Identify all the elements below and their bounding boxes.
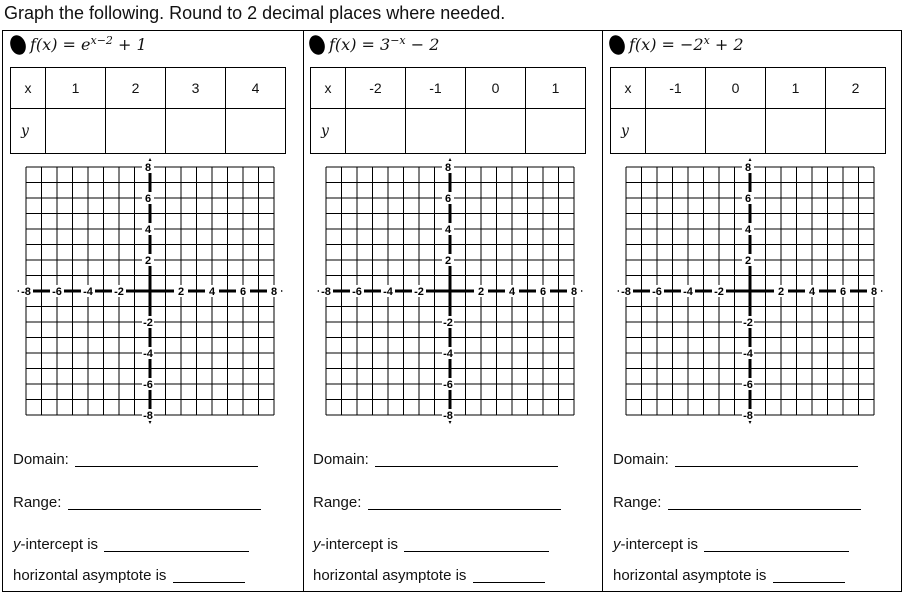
function-label-2: [329, 34, 439, 54]
x-header: x: [311, 68, 346, 109]
y-intercept-field[interactable]: [613, 536, 849, 553]
y-answer-cell[interactable]: [406, 109, 466, 154]
y-tick-label: -6: [743, 379, 753, 391]
y-tick-label: -4: [743, 348, 753, 360]
x-tick-label: 6: [839, 286, 847, 298]
function-label-1: [30, 34, 147, 54]
x-header: x: [11, 68, 46, 109]
range-field[interactable]: [313, 494, 561, 511]
x-tick-label: 2: [777, 286, 785, 298]
y-tick-label: 6: [144, 193, 152, 205]
x-tick-label: 4: [208, 286, 216, 298]
x-tick-label: -6: [52, 286, 62, 298]
instructions: Graph the following. Round to 2 decimal places where needed.: [4, 3, 506, 23]
range-field[interactable]: [613, 494, 861, 511]
x-header: x: [611, 68, 646, 109]
y-intercept-label: -intercept is: [320, 536, 399, 553]
domain-field[interactable]: [613, 451, 858, 468]
x-value: 0: [466, 68, 526, 109]
function-suffix: + 1: [112, 35, 147, 54]
y-tick-label: -6: [143, 379, 153, 391]
range-field[interactable]: [13, 494, 261, 511]
y-tick-label: -6: [443, 379, 453, 391]
range-label: Range:: [613, 494, 662, 511]
x-tick-label: -4: [683, 286, 693, 298]
y-header: y: [611, 109, 646, 154]
y-answer-cell[interactable]: [766, 109, 826, 154]
asymptote-label: horizontal asymptote is: [613, 567, 767, 584]
y-tick-label: -4: [443, 348, 453, 360]
y-tick-label: 2: [144, 255, 152, 267]
function-exponent: x: [703, 34, 710, 47]
asymptote-field[interactable]: [313, 567, 545, 584]
x-value: 0: [706, 68, 766, 109]
x-tick-label: 4: [808, 286, 816, 298]
x-value: 2: [106, 68, 166, 109]
y-tick-label: -8: [143, 410, 153, 422]
domain-label: Domain:: [13, 451, 69, 468]
y-answer-cell[interactable]: [346, 109, 406, 154]
y-intercept-var: y: [313, 536, 321, 553]
y-tick-label: 8: [744, 162, 752, 174]
function-exponent: x−2: [90, 34, 113, 47]
domain-label: Domain:: [313, 451, 369, 468]
x-tick-label: 2: [477, 286, 485, 298]
y-intercept-label: -intercept is: [20, 536, 99, 553]
coordinate-grid-1[interactable]: [16, 157, 276, 427]
y-intercept-field[interactable]: [313, 536, 549, 553]
domain-field[interactable]: [13, 451, 258, 468]
x-tick-label: 4: [508, 286, 516, 298]
y-answer-cell[interactable]: [166, 109, 226, 154]
x-tick-label: 6: [539, 286, 547, 298]
range-label: Range:: [13, 494, 62, 511]
function-label-3: [629, 34, 744, 54]
coordinate-grid-3[interactable]: [616, 157, 876, 427]
y-tick-label: 6: [444, 193, 452, 205]
function-base: f(x) = −2: [629, 35, 704, 54]
asymptote-field[interactable]: [613, 567, 845, 584]
x-value: 1: [526, 68, 586, 109]
x-tick-label: -6: [352, 286, 362, 298]
y-tick-label: -8: [443, 410, 453, 422]
y-answer-cell[interactable]: [46, 109, 106, 154]
x-value: 3: [166, 68, 226, 109]
y-tick-label: 4: [444, 224, 452, 236]
y-intercept-label: -intercept is: [620, 536, 699, 553]
y-intercept-var: y: [613, 536, 621, 553]
y-tick-label: -8: [743, 410, 753, 422]
value-table-3: [610, 67, 886, 154]
y-tick-label: 2: [744, 255, 752, 267]
x-value: 1: [766, 68, 826, 109]
x-tick-label: -8: [21, 286, 31, 298]
x-value: -1: [406, 68, 466, 109]
x-tick-label: -4: [83, 286, 93, 298]
x-value: 1: [46, 68, 106, 109]
x-tick-label: -2: [414, 286, 424, 298]
x-tick-label: 8: [870, 286, 878, 298]
y-header: y: [11, 109, 46, 154]
function-exponent: −x: [390, 34, 406, 47]
x-value: -2: [346, 68, 406, 109]
x-value: 2: [826, 68, 886, 109]
domain-label: Domain:: [613, 451, 669, 468]
y-header: y: [311, 109, 346, 154]
y-tick-label: 6: [744, 193, 752, 205]
coordinate-grid-2[interactable]: [316, 157, 576, 427]
asymptote-label: horizontal asymptote is: [313, 567, 467, 584]
y-answer-cell[interactable]: [706, 109, 766, 154]
x-tick-label: -8: [621, 286, 631, 298]
function-base: f(x) = 3: [329, 35, 391, 54]
range-label: Range:: [313, 494, 362, 511]
y-tick-label: -4: [143, 348, 153, 360]
y-tick-label: -2: [143, 317, 153, 329]
domain-field[interactable]: [313, 451, 558, 468]
x-tick-label: -2: [714, 286, 724, 298]
y-tick-label: -2: [743, 317, 753, 329]
y-tick-label: 2: [444, 255, 452, 267]
x-value: 4: [226, 68, 286, 109]
value-table-2: [310, 67, 586, 154]
y-tick-label: 8: [444, 162, 452, 174]
x-value: -1: [646, 68, 706, 109]
function-base: f(x) = e: [30, 35, 91, 54]
x-tick-label: 2: [177, 286, 185, 298]
y-answer-cell[interactable]: [646, 109, 706, 154]
x-tick-label: -8: [321, 286, 331, 298]
asymptote-field[interactable]: [13, 567, 245, 584]
y-intercept-var: y: [13, 536, 21, 553]
y-tick-label: 4: [144, 224, 152, 236]
y-tick-label: 8: [144, 162, 152, 174]
x-tick-label: 8: [270, 286, 278, 298]
y-tick-label: 4: [744, 224, 752, 236]
x-tick-label: -2: [114, 286, 124, 298]
x-tick-label: -6: [652, 286, 662, 298]
y-answer-cell[interactable]: [226, 109, 286, 154]
y-answer-cell[interactable]: [106, 109, 166, 154]
asymptote-label: horizontal asymptote is: [13, 567, 167, 584]
y-tick-label: -2: [443, 317, 453, 329]
value-table-1: [10, 67, 286, 154]
y-intercept-field[interactable]: [13, 536, 249, 553]
x-tick-label: 6: [239, 286, 247, 298]
x-tick-label: 8: [570, 286, 578, 298]
y-answer-cell[interactable]: [826, 109, 886, 154]
function-suffix: + 2: [709, 35, 744, 54]
y-answer-cell[interactable]: [466, 109, 526, 154]
x-tick-label: -4: [383, 286, 393, 298]
function-suffix: − 2: [405, 35, 440, 54]
y-answer-cell[interactable]: [526, 109, 586, 154]
